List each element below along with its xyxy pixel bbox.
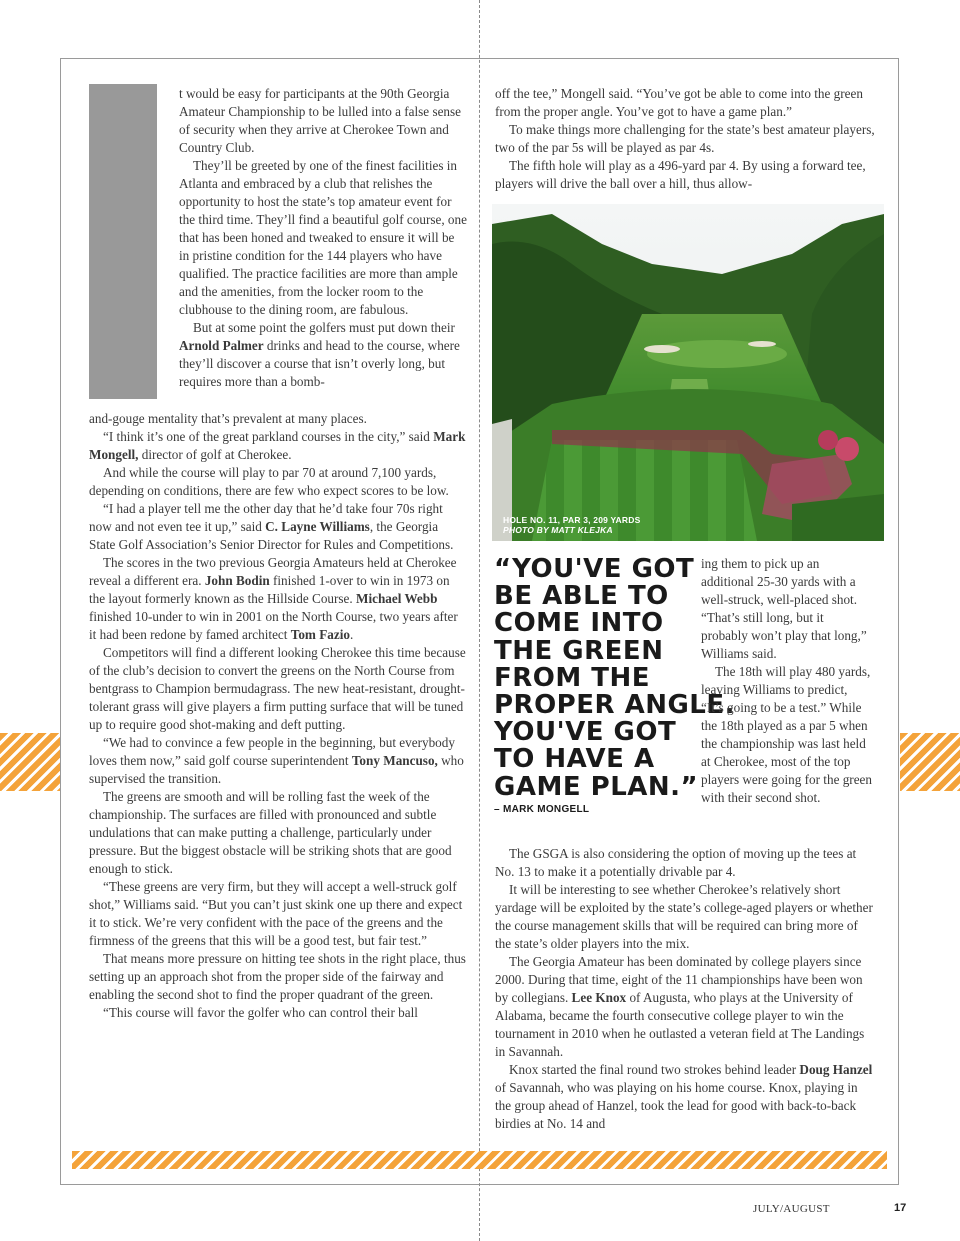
article-paragraph: But at some point the golfers must put down their Arnold Palmer drinks and head to the course, where they’ll discover a course that isn’t overly long, but requires more than a bomb-: [179, 320, 460, 389]
bold-name: Lee Knox: [571, 990, 627, 1005]
article-paragraph: They’ll be greeted by one of the finest facilities in Atlanta and embraced by a club that relishes the opportunity to host the state’s top amateur event for the third time. They’ll find a beautiful golf course, one that has been honed and tweaked to ensure it will be in pristine condition for the 144 players who have qualified. The practice facilities are more than ample and the amenities, from the locker room to the clubhouse to the dining room, are fabulous.: [179, 158, 467, 317]
bold-name: Tony Mancuso,: [351, 753, 438, 768]
photo-caption: [503, 515, 640, 535]
left-accent-stripe: [0, 733, 60, 791]
article-paragraph: “This course will favor the golfer who can control their ball: [103, 1005, 418, 1020]
pull-quote-line: PROPER ANGLE.: [494, 690, 735, 721]
drop-cap-block: [89, 84, 157, 399]
article-paragraph: and-gouge mentality that’s prevalent at many places.: [89, 411, 367, 426]
article-paragraph: “I think it’s one of the great parkland courses in the city,” said Mark Mongell, director of golf at Cherokee.: [89, 429, 466, 462]
bold-name: Arnold Palmer: [179, 338, 264, 353]
pull-quote-line: FROM THE: [494, 662, 651, 693]
pull-quote-line: TO HAVE A: [494, 744, 655, 775]
pull-quote-line: YOU'VE GOT: [494, 717, 677, 748]
caption-hole-info: HOLE NO. 11, PAR 3, 209 YARDS: [503, 515, 641, 525]
article-paragraph: The Georgia Amateur has been dominated by college players since 2000. During that time, eight of the 11 championships have been won by collegians. Lee Knox of Augusta, who plays at the University of Alabama, became the fourth consecutive college player to win the tournament in 2010 when he outlasted a veteran field at The Landings in Savannah.: [495, 954, 865, 1059]
golf-hole-photo: [492, 204, 884, 541]
pull-quote-line: “YOU'VE GOT: [494, 554, 695, 584]
pull-quote-line: THE GREEN: [494, 635, 664, 666]
bold-name: Doug Hanzel: [799, 1062, 873, 1077]
article-column-1-bottom: [89, 410, 467, 1022]
caption-photo-credit: PHOTO BY MATT KLEJKA: [503, 525, 613, 535]
article-paragraph: “I had a player tell me the other day that he’d take four 70s right now and not even tee it up,” said C. Layne Williams, the Georgia State Golf Association’s Senior Director for Rules and Competitions.: [89, 501, 454, 552]
page-number: 17: [894, 1202, 907, 1214]
right-accent-stripe: [900, 733, 960, 791]
article-paragraph: Knox started the final round two strokes behind leader Doug Hanzel of Savannah, who was playing on his home course. Knox, playing in the group ahead of Hanzel, took the lead for good with back-to-back birdies at No. 14 and: [495, 1062, 873, 1131]
article-column-2-bottom: [495, 845, 875, 1133]
article-paragraph: “We had to convince a few people in the beginning, but everybody loves them now,” said golf course superintendent Tony Mancuso, who supervised the transition.: [89, 735, 464, 786]
article-paragraph: The greens are smooth and will be rolling fast the week of the championship. The surfaces are filled with pronounced and subtle undulations that can make putting a challenge, particularly under pressure. But the biggest obstacle will be striking shots that are good enough to stick.: [89, 789, 452, 876]
center-fold-line: [479, 0, 480, 1241]
article-paragraph: And while the course will play to par 70 at around 7,100 yards, depending on conditions, there are few who expect scores to be low.: [89, 465, 449, 498]
article-paragraph: “These greens are very firm, but they will accept a well-struck golf shot,” Williams said. “But you can’t just skink one up there and expect it to stick. We’re very confident with the pace of the greens and the firmness of the greens that this will be a good test, but fair test.”: [89, 879, 463, 948]
pull-quote-line: GAME PLAN.”: [494, 771, 699, 802]
article-paragraph: The 18th will play 480 yards, leaving Williams to predict, “It’s going to be a test.” While the 18th played as a par 5 when the championship was last held at Cherokee, most of the top players were going for the green with their second shot.: [701, 664, 872, 805]
pull-quote: [494, 554, 735, 802]
bold-name: Michael Webb: [356, 591, 438, 606]
pull-quote-attribution: – MARK MONGELL: [494, 804, 590, 815]
bold-name: Tom Fazio: [290, 627, 350, 642]
article-column-2-top: [495, 85, 875, 193]
bold-name: Mark Mongell,: [89, 429, 466, 462]
article-paragraph: To make things more challenging for the state’s best amateur players, two of the par 5s will be played as par 4s.: [495, 122, 875, 155]
bottom-accent-stripe: [72, 1151, 887, 1169]
article-paragraph: That means more pressure on hitting tee shots in the right place, thus setting up an approach shot from the proper side of the fairway and enabling the second shot to find the proper quadrant of the green.: [89, 951, 466, 1002]
issue-label: JULY/AUGUST: [753, 1203, 830, 1215]
bold-name: John Bodin: [204, 573, 270, 588]
article-paragraph: The fifth hole will play as a 496-yard par 4. By using a forward tee, players will drive the ball over a hill, thus allow-: [495, 158, 866, 191]
article-column-1-top: [179, 85, 467, 391]
article-column-2-beside-quote: [701, 555, 873, 807]
article-paragraph: It will be interesting to see whether Cherokee’s relatively short yardage will be exploited by the state’s college-aged players or whether the course management skills that will be required can bring more of the state’s older players into the mix.: [495, 882, 873, 951]
article-paragraph: off the tee,” Mongell said. “You’ve got be able to come into the green from the proper angle. You’ve got to have a game plan.”: [495, 86, 863, 119]
article-paragraph: ing them to pick up an additional 25-30 yards with a well-struck, well-placed shot. “That’s still long, but it probably won’t play that long,” Williams said.: [701, 556, 867, 661]
article-paragraph: t would be easy for participants at the 90th Georgia Amateur Championship to be lulled into a false sense of security when they arrive at Cherokee Town and Country Club.: [179, 86, 462, 155]
pull-quote-line: BE ABLE TO: [494, 581, 669, 612]
article-paragraph: The scores in the two previous Georgia Amateurs held at Cherokee reveal a different era. John Bodin finished 1-over to win in 1973 on the layout formerly known as the Hillside Course. Michael Webb finished 10-under to win in 2001 on the North Course, two years after it had been redone by famed architect Tom Fazio.: [89, 555, 458, 642]
article-paragraph: The GSGA is also considering the option of moving up the tees at No. 13 to make it a potentially drivable par 4.: [495, 846, 857, 879]
article-paragraph: Competitors will find a different looking Cherokee this time because of the club’s decision to convert the greens on the North Course from bentgrass to Champion bermudagrass. The new heat-resistant, drought-tolerant grass will give players a firm putting surface that will be tuned up to require good shot-making and deft putting.: [89, 645, 466, 732]
bold-name: C. Layne Williams: [265, 519, 370, 534]
pull-quote-line: COME INTO: [494, 608, 664, 639]
